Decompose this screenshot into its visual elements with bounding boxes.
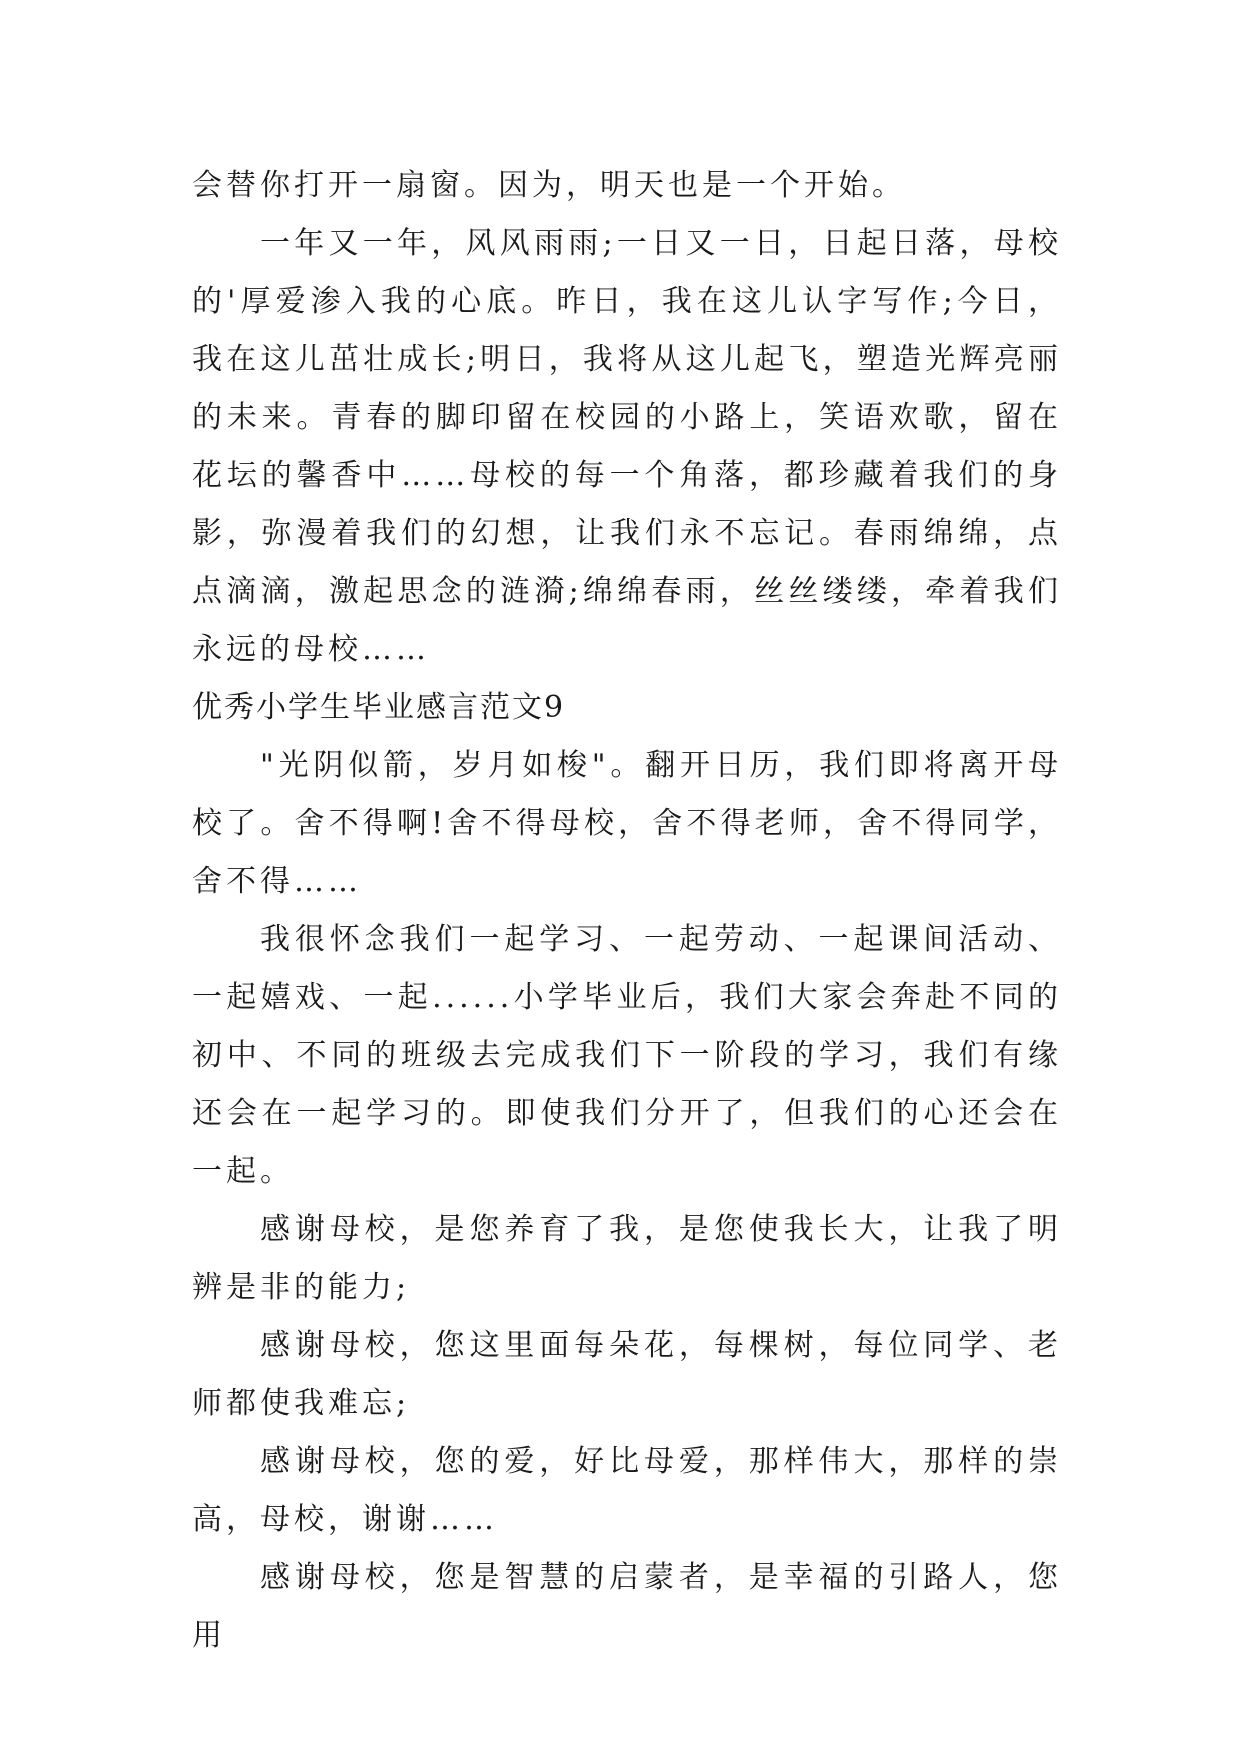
paragraph-miss-together: 我很怀念我们一起学习、一起劳动、一起课间活动、一起嬉戏、一起......小学毕业后，我们大家会奔赴不同的初中、不同的班级去完成我们下一阶段的学习，我们有缘还会在一起学习的。即使我们分开了，但我们的心还会在一起。 <box>192 922 1062 1189</box>
paragraph-thanks-4: 感谢母校，您是智慧的启蒙者，是幸福的引路人，您用 <box>192 1560 1062 1653</box>
paragraph-continuation: 会替你打开一扇窗。因为，明天也是一个开始。 <box>192 168 906 203</box>
essay-heading: 优秀小学生毕业感言范文9 <box>192 690 566 725</box>
paragraph-alma-mater-memories: 一年又一年，风风雨雨;一日又一日，日起日落，母校的'厚爱渗入我的心底。昨日，我在这儿认字写作;今日，我在这儿茁壮成长;明日，我将从这儿起飞，塑造光辉亮丽的未来。青春的脚印留在校园的小路上，笑语欢歌，留在花坛的馨香中……母校的每一个角落，都珍藏着我们的身影，弥漫着我们的幻想，让我们永不忘记。春雨绵绵，点点滴滴，激起思念的涟漪;绵绵春雨，丝丝缕缕，牵着我们永远的母校…… <box>192 226 1062 667</box>
paragraph-thanks-2: 感谢母校，您这里面每朵花，每棵树，每位同学、老师都使我难忘; <box>192 1328 1062 1421</box>
paragraph-time-flies: "光阴似箭，岁月如梭"。翻开日历，我们即将离开母校了。舍不得啊!舍不得母校，舍不得老师，舍不得同学，舍不得…… <box>192 748 1062 899</box>
document-page <box>192 157 1062 1665</box>
paragraph-thanks-1: 感谢母校，是您养育了我，是您使我长大，让我了明辨是非的能力; <box>192 1212 1062 1305</box>
paragraph-thanks-3: 感谢母校，您的爱，好比母爱，那样伟大，那样的崇高，母校，谢谢…… <box>192 1444 1062 1537</box>
